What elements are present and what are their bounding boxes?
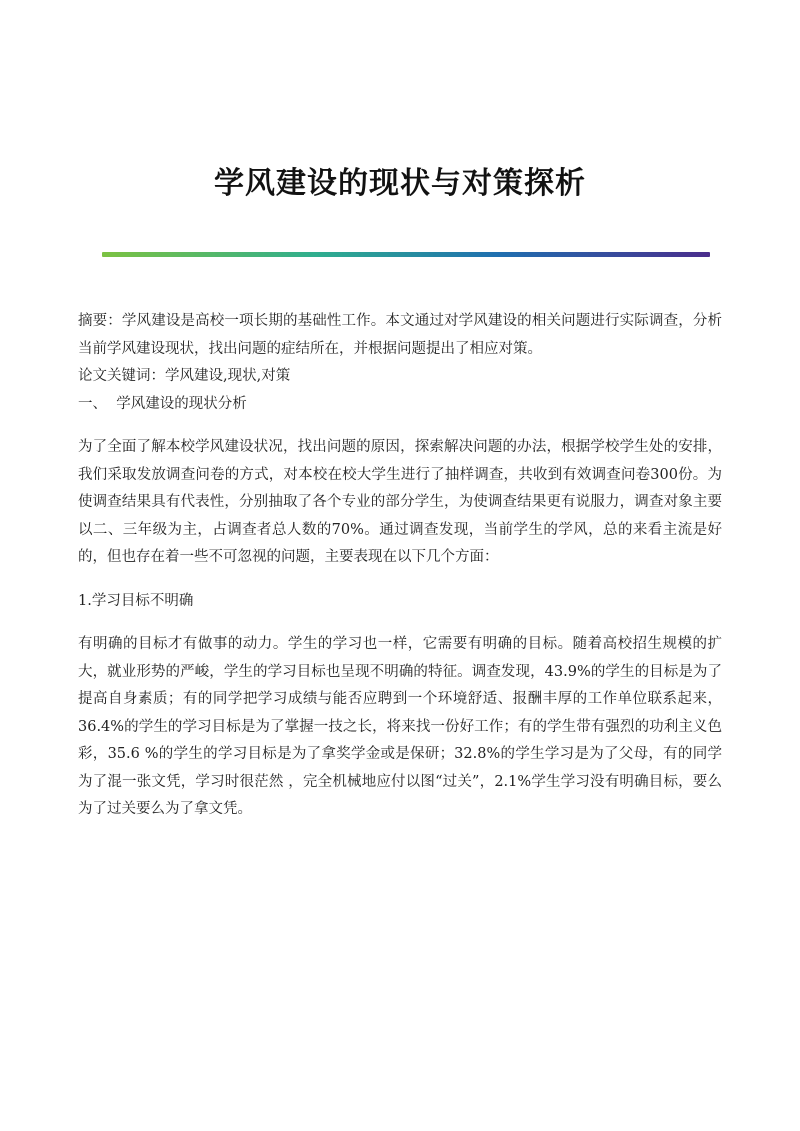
abstract-label: 摘要： — [78, 313, 122, 329]
section-heading: 一、 学风建设的现状分析 — [78, 395, 247, 412]
body-paragraph-1: 为了全面了解本校学风建设状况，找出问题的原因，探索解决问题的办法，根据学校学生处的安排，我们采取发放调查问卷的方式，对本校在校大学生进行了抽样调查，共收到有效调查问卷300份。为使调查结果具有代表性，分别抽取了各个专业的部分学生，为使调查结果更有说服力，调查对象主要以二、三年级为主，占调查者总人数的70%。通过调查发现，当前学生的学风，总的来看主流是好的，但也存在着一些不可忽视的问题，主要表现在以下几个方面： — [78, 439, 722, 565]
title-divider — [102, 252, 710, 257]
document-body — [78, 308, 722, 824]
page-title: 学风建设的现状与对策探析 — [214, 166, 586, 201]
body-paragraph-2: 有明确的目标才有做事的动力。学生的学习也一样，它需要有明确的目标。随着高校招生规模的扩大，就业形势的严峻，学生的学习目标也呈现不明确的特征。调查发现，43.9%的学生的目标是为了提高自身素质；有的同学把学习成绩与能否应聘到一个环境舒适、报酬丰厚的工作单位联系起来，36.4%的学生的学习目标是为了掌握一技之长，将来找一份好工作；有的学生带有强烈的功利主义色彩，35.6 %的学生的学习目标是为了拿奖学金或是保研；32.8%的学生学习是为了父母，有的同学为了混一张文凭，学习时很茫然 ，完全机械地应付以图“过关”，2.1%学生学习没有明确目标，要么为了过关要么为了拿文凭。 — [78, 636, 722, 817]
abstract-text: 学风建设是高校一项长期的基础性工作。本文通过对学风建设的相关问题进行实际调查，分析当前学风建设现状，找出问题的症结所在，并根据问题提出了相应对策。 — [78, 313, 722, 357]
keywords-paragraph — [78, 363, 722, 391]
keywords-label: 论文关键词： — [78, 368, 165, 384]
keywords-text: 学风建设,现状,对策 — [165, 368, 291, 384]
abstract-paragraph — [78, 308, 722, 363]
subsection-heading: 1.学习目标不明确 — [78, 592, 194, 609]
